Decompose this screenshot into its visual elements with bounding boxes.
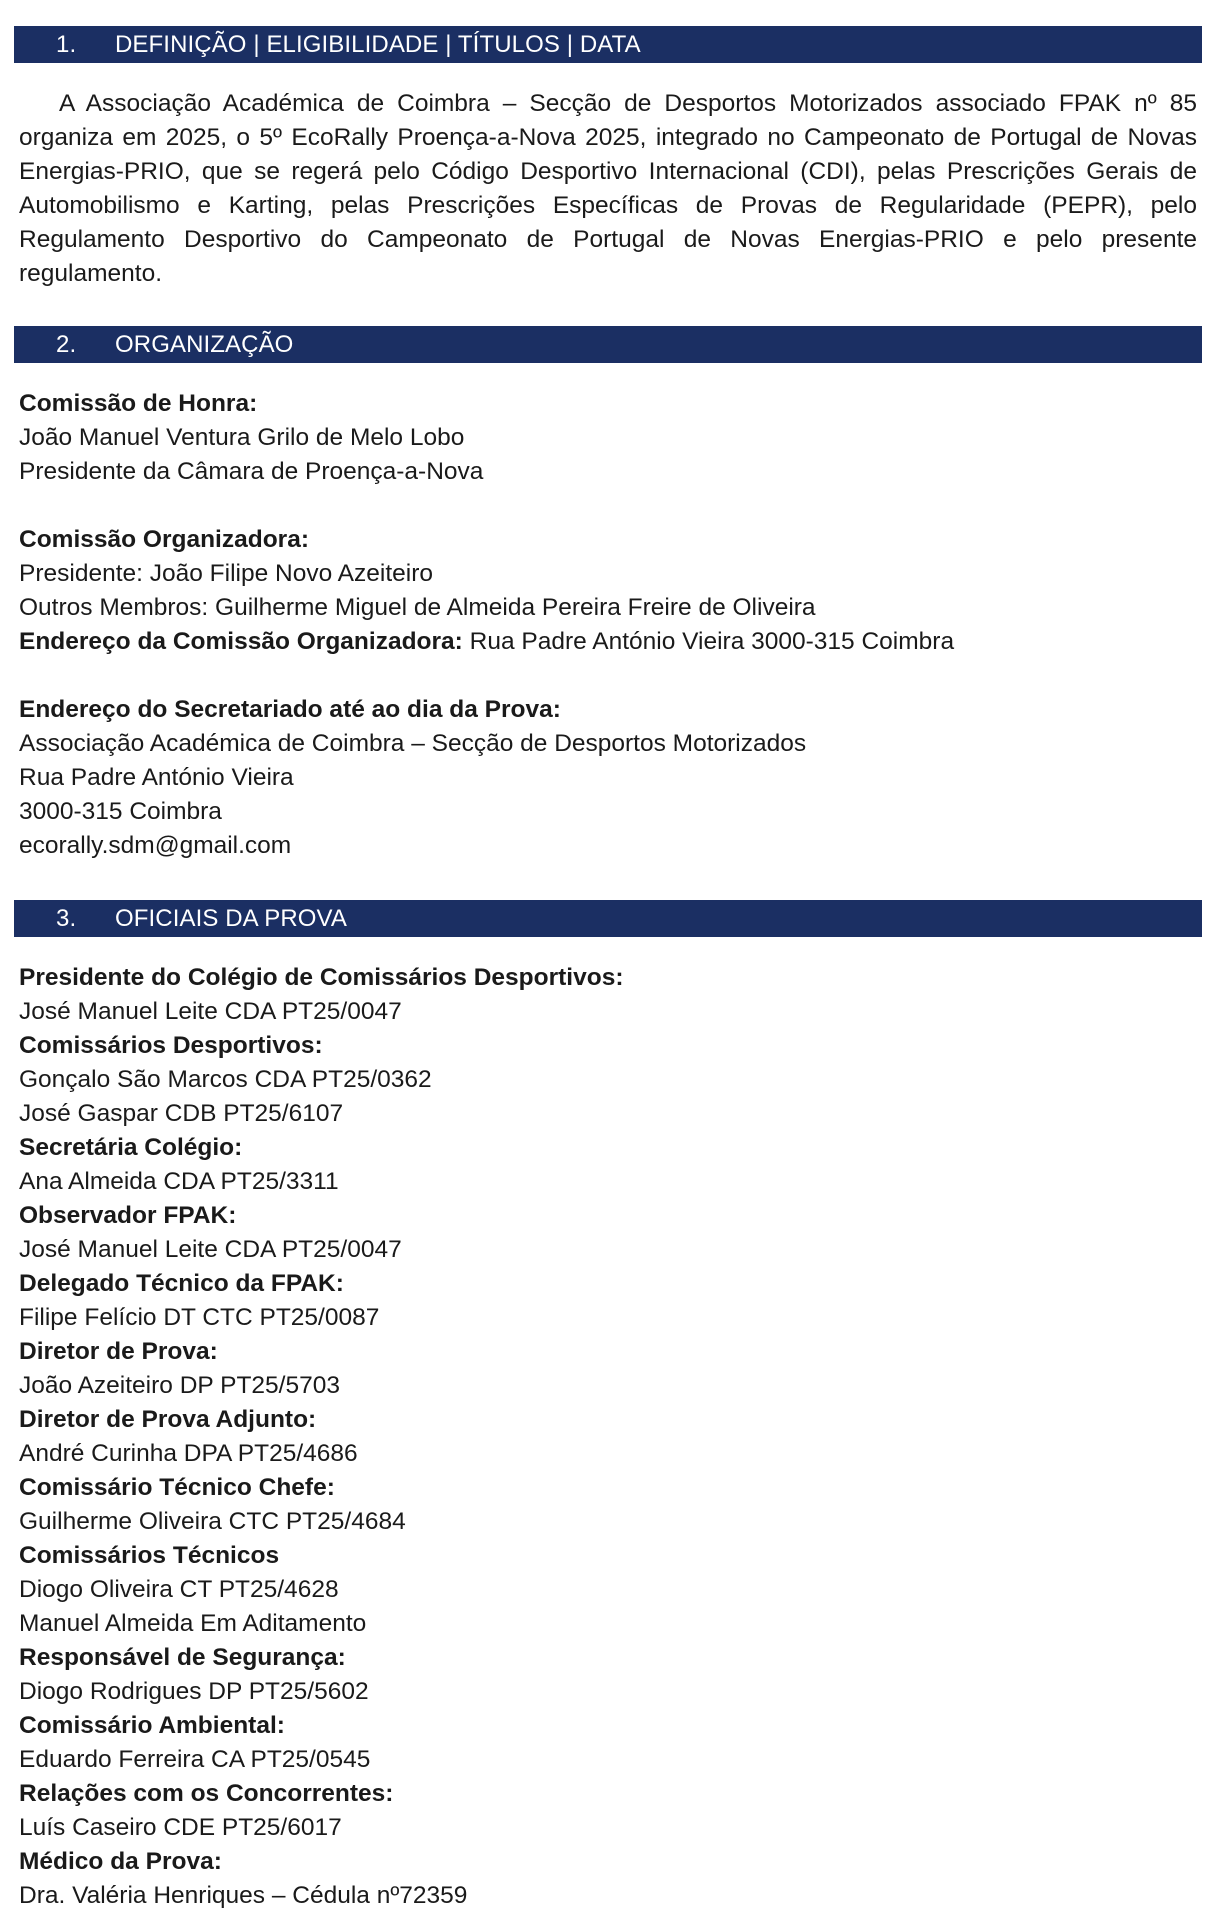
section-number: 1. — [56, 30, 77, 58]
official-name: Dra. Valéria Henriques – Cédula nº72359 — [19, 1882, 468, 1909]
official-role-heading: Delegado Técnico da FPAK: — [19, 1270, 344, 1297]
official-role-heading: Relações com os Concorrentes: — [19, 1780, 394, 1807]
address-label: Endereço da Comissão Organizadora: — [19, 628, 463, 655]
organizing-committee-members: Outros Membros: Guilherme Miguel de Almeida Pereira Freire de Oliveira — [19, 594, 816, 621]
official-name: Diogo Rodrigues DP PT25/5602 — [19, 1678, 369, 1705]
address-value: Rua Padre António Vieira 3000-315 Coimbra — [462, 628, 955, 655]
official-name: Guilherme Oliveira CTC PT25/4684 — [19, 1508, 406, 1535]
section-title: ORGANIZAÇÃO — [115, 330, 294, 358]
official-name: André Curinha DPA PT25/4686 — [19, 1440, 358, 1467]
section-title: DEFINIÇÃO | ELIGIBILIDADE | TÍTULOS | DATA — [115, 30, 641, 58]
organizing-committee-heading: Comissão Organizadora: — [19, 526, 309, 553]
secretariat-line: 3000-315 Coimbra — [19, 798, 222, 825]
section-header-oficiais — [14, 900, 1202, 937]
section-title: OFICIAIS DA PROVA — [115, 904, 347, 932]
official-role-heading: Médico da Prova: — [19, 1848, 222, 1875]
official-name: José Manuel Leite CDA PT25/0047 — [19, 998, 402, 1025]
honor-committee-name: João Manuel Ventura Grilo de Melo Lobo — [19, 424, 465, 451]
official-role-heading: Comissários Técnicos — [19, 1542, 280, 1569]
official-role-heading: Diretor de Prova Adjunto: — [19, 1406, 317, 1433]
official-name: Manuel Almeida Em Aditamento — [19, 1610, 367, 1637]
secretariat-line: Associação Académica de Coimbra – Secção de Desportos Motorizados — [19, 730, 807, 757]
honor-committee-role: Presidente da Câmara de Proença-a-Nova — [19, 458, 484, 485]
section-number: 3. — [56, 904, 77, 932]
official-role-heading: Observador FPAK: — [19, 1202, 237, 1229]
official-role-heading: Responsável de Segurança: — [19, 1644, 346, 1671]
officials-list — [19, 961, 1197, 1913]
document-page — [14, 26, 1202, 1913]
organizing-committee-president: Presidente: João Filipe Novo Azeiteiro — [19, 560, 433, 587]
section-header-organizacao — [14, 326, 1202, 363]
secretariat-line: Rua Padre António Vieira — [19, 764, 294, 791]
official-role-heading: Comissários Desportivos: — [19, 1032, 323, 1059]
honor-committee-heading: Comissão de Honra: — [19, 390, 258, 417]
section-header-definicao — [14, 26, 1202, 63]
official-name: Eduardo Ferreira CA PT25/0545 — [19, 1746, 371, 1773]
official-name: Luís Caseiro CDE PT25/6017 — [19, 1814, 342, 1841]
organization-block — [19, 387, 1197, 863]
official-role-heading: Diretor de Prova: — [19, 1338, 218, 1365]
organizing-committee-address — [19, 625, 1197, 659]
intro-paragraph: A Associação Académica de Coimbra – Secção de Desportos Motorizados associado FPAK nº 85 organiza em 2025, o 5º EcoRally Proença-a-Nova 2025, integrado no Campeonato de Portugal de Novas Energias-PRIO, que se regerá pelo Código Desportivo Internacional (CDI), pelas Prescrições Gerais de Automobilismo e Karting, pelas Prescrições Específicas de Provas de Regularidade (PEPR), pelo Regulamento Desportivo do Campeonato de Portugal de Novas Energias-PRIO e pelo presente regulamento. — [19, 90, 1197, 287]
official-name: Ana Almeida CDA PT25/3311 — [19, 1168, 339, 1195]
official-role-heading: Comissário Técnico Chefe: — [19, 1474, 335, 1501]
official-role-heading: Presidente do Colégio de Comissários Desportivos: — [19, 964, 624, 991]
official-name: João Azeiteiro DP PT25/5703 — [19, 1372, 340, 1399]
official-name: Filipe Felício DT CTC PT25/0087 — [19, 1304, 380, 1331]
official-role-heading: Secretária Colégio: — [19, 1134, 243, 1161]
secretariat-email: ecorally.sdm@gmail.com — [19, 832, 292, 859]
section-number: 2. — [56, 330, 77, 358]
official-role-heading: Comissário Ambiental: — [19, 1712, 285, 1739]
secretariat-heading: Endereço do Secretariado até ao dia da Prova: — [19, 696, 561, 723]
official-name: José Gaspar CDB PT25/6107 — [19, 1100, 344, 1127]
official-name: Diogo Oliveira CT PT25/4628 — [19, 1576, 339, 1603]
official-name: José Manuel Leite CDA PT25/0047 — [19, 1236, 402, 1263]
official-name: Gonçalo São Marcos CDA PT25/0362 — [19, 1066, 432, 1093]
